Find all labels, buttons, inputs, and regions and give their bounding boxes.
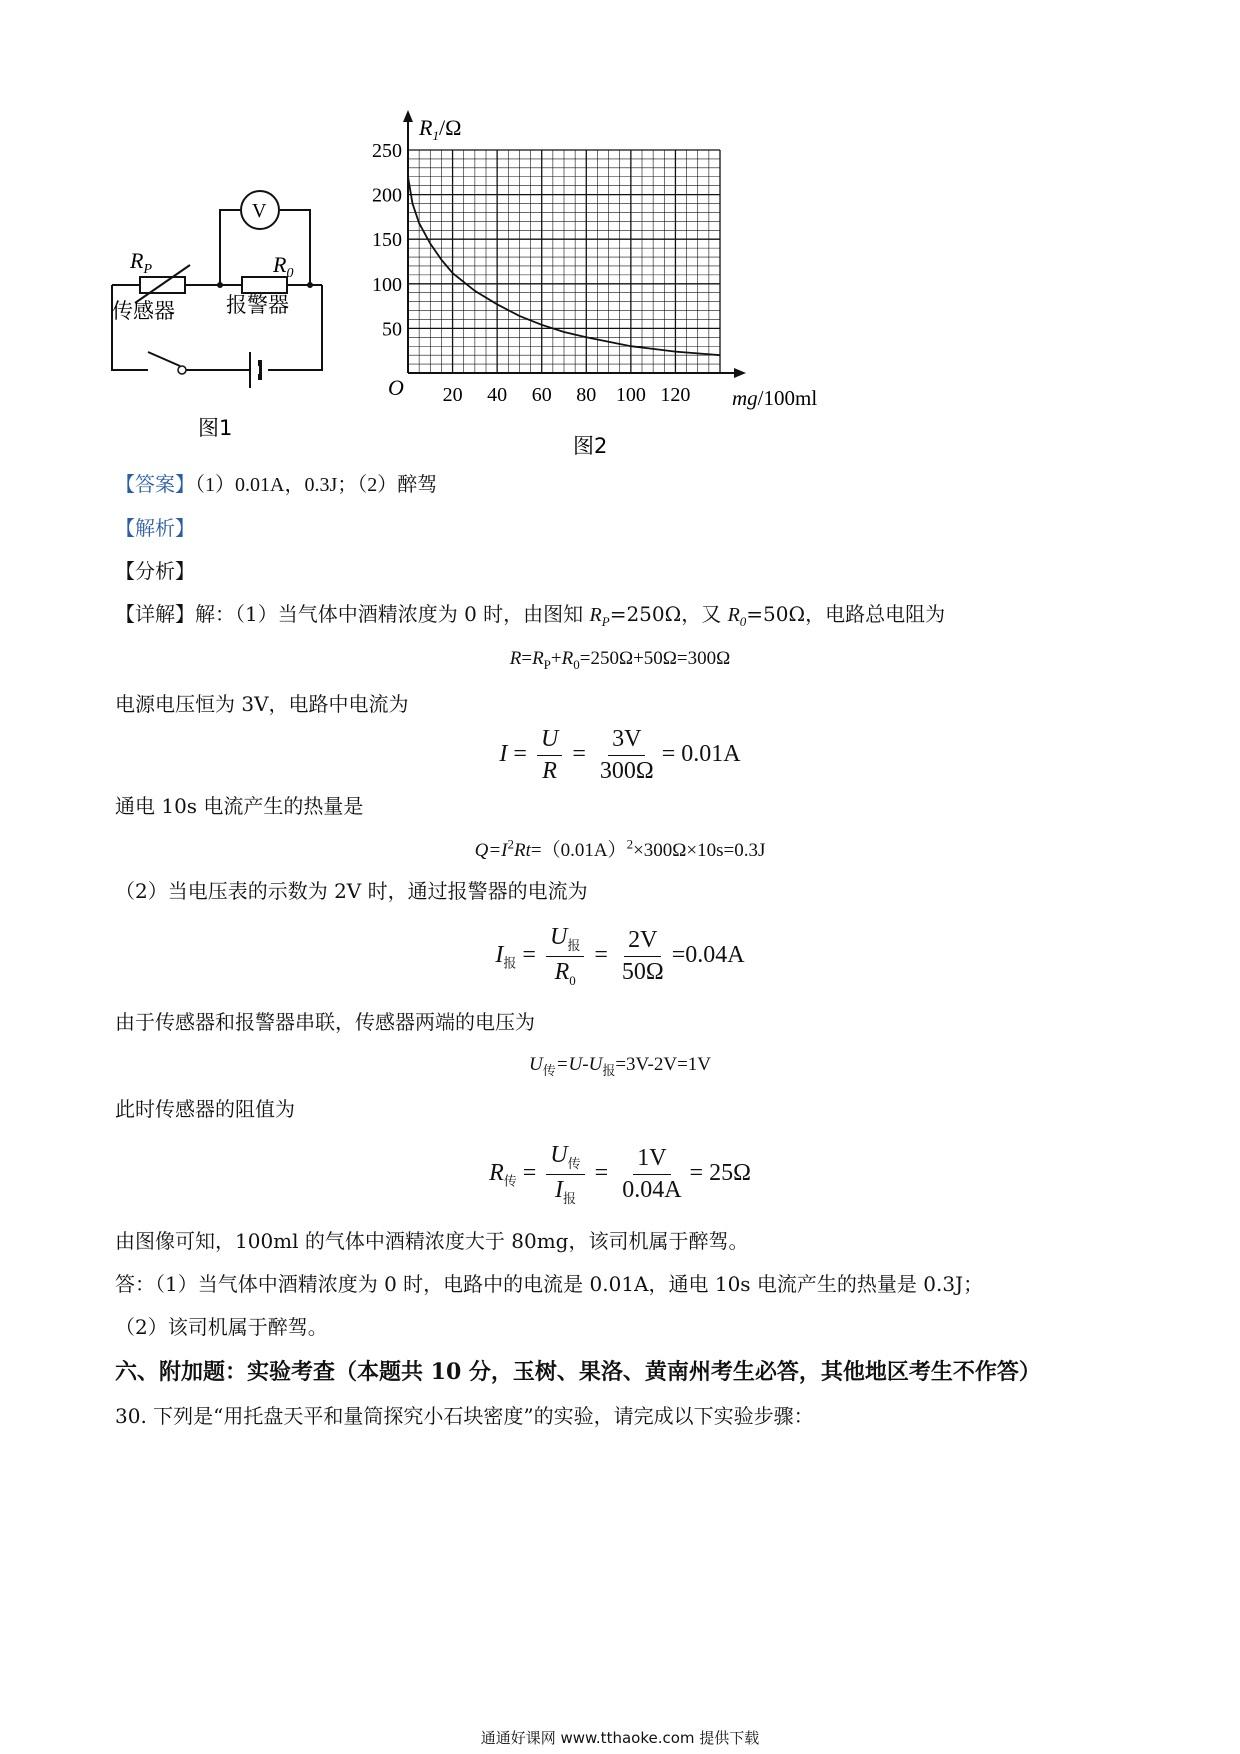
x-tick-label: 120	[660, 384, 691, 406]
x-tick-label: 20	[442, 384, 463, 406]
y-axis-arrow	[403, 110, 413, 122]
answer-line	[115, 470, 437, 499]
x-tick-label: 100	[615, 384, 646, 406]
equation-total-resistance: $R=R_P+R_0=250\Omega+50\Omega=300\Omega$	[509, 648, 731, 672]
answer-text: （1）0.01A，0.3J；（2）醉驾	[195, 474, 438, 496]
y-tick-label: 200	[372, 184, 402, 207]
chart-ticks	[372, 140, 690, 406]
figure1-caption: 图1	[198, 416, 233, 440]
circuit-diagram	[100, 180, 380, 450]
detail-line: 【详解】解：（1）当气体中酒精浓度为 0 时，由图知 $R_P=250\Omega$，又 $R_0=50\Omega$，电路总电阻为	[115, 602, 946, 629]
heat-line: 通电 10s 电流产生的热量是	[115, 794, 364, 818]
origin-label: O	[388, 375, 404, 400]
series-line: 由于传感器和报警器串联，传感器两端的电压为	[115, 1010, 535, 1034]
equation-sensor-voltage: $U_传=U-U_报=3V-2V=1V$	[528, 1054, 712, 1078]
analysis-tag: 【解析】	[115, 516, 195, 540]
equation-alarm-current: $I_报$ = $\frac{U_报}{R_0}$ = $\frac{2V}{50\Omega}$ =0.04A	[495, 924, 745, 988]
answer-summary-1: 答：（1）当气体中酒精浓度为 0 时，电路中的电流是 0.01A，通电 10s 电流产生的热量是 0.3J；	[115, 1272, 984, 1296]
section-six-heading: 六、附加题：实验考查（本题共 10 分，玉树、果洛、黄南州考生必答，其他地区考生不作答）	[115, 1359, 1041, 1385]
switch-contact	[178, 366, 186, 374]
x-tick-label: 80	[576, 384, 597, 406]
conclusion-line: 由图像可知，100ml 的气体中酒精浓度大于 80mg，该司机属于醉驾。	[115, 1229, 749, 1253]
page-footer: 通通好课网 www.tthaoke.com 提供下载	[480, 1729, 760, 1747]
x-tick-label: 60	[531, 384, 552, 406]
sensor-label: 传感器	[112, 299, 175, 323]
voltmeter-label: V	[252, 200, 267, 222]
resistance-concentration-chart	[372, 115, 960, 515]
y-axis-label: $R_1/\Omega$	[419, 115, 462, 143]
rp-label: $R_P$	[130, 248, 153, 277]
equation-sensor-resistance: $R_传$ = $\frac{U_传}{I_报}$ = $\frac{1V}{0.04A}$ = 25Ω	[489, 1142, 751, 1206]
figure2-caption: 图2	[573, 434, 608, 458]
r0-label: $R_0$	[273, 252, 294, 281]
chart-grid	[408, 150, 720, 373]
x-axis-arrow	[734, 368, 746, 378]
switch-lever	[148, 352, 180, 366]
alarm-resistor	[242, 277, 287, 293]
resistance-line: 此时传感器的阻值为	[115, 1097, 295, 1121]
fenxi-tag: 【分析】	[115, 559, 195, 583]
answer-tag: 【答案】	[115, 472, 195, 496]
question-30: 30. 下列是“用托盘天平和量筒探究小石块密度”的实验，请完成以下实验步骤：	[115, 1404, 814, 1428]
y-tick-label: 150	[372, 229, 402, 252]
equation-current: I = $\frac{U}{R}$ = $\frac{3V}{300\Omega}$ = 0.01A	[499, 726, 741, 784]
part2-line: （2）当电压表的示数为 2V 时，通过报警器的电流为	[115, 879, 588, 903]
alarm-label: 报警器	[226, 293, 289, 317]
y-tick-label: 50	[382, 318, 402, 341]
x-axis-label: mg/100ml	[732, 386, 818, 410]
y-tick-label: 100	[372, 273, 402, 296]
voltage-line: 电源电压恒为 3V，电路中电流为	[115, 692, 409, 716]
equation-heat: $Q=I^2Rt=(0.01A)^2\times 300\Omega\times 10s=0.3J$	[474, 836, 766, 861]
detail-tag: 【详解】	[115, 602, 195, 626]
answer-summary-2: （2）该司机属于醉驾。	[115, 1315, 328, 1339]
y-tick-label: 250	[372, 140, 402, 162]
x-tick-label: 40	[487, 384, 508, 406]
